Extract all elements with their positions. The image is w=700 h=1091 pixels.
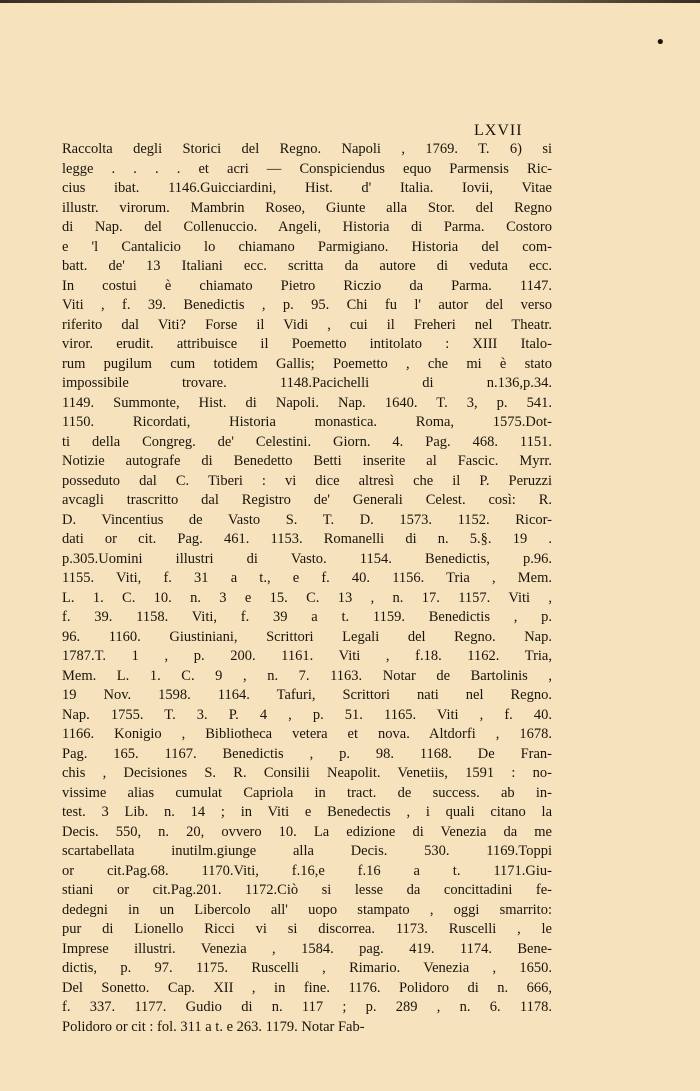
page-number: LXVII [474, 122, 523, 139]
text-line: vissime alias cumulat Capriola in tract. de success. ab in- [62, 784, 552, 801]
text-line: 1149. Summonte, Hist. di Napoli. Nap. 1640. T. 3, p. 541. [62, 394, 552, 411]
text-line: impossibile trovare. 1148.Pacichelli di n.136,p.34. [62, 375, 552, 391]
text-line: Mem. L. 1. C. 9 , n. 7. 1163. Notar de Bartolinis , [62, 667, 552, 684]
text-line: D. Vincentius de Vasto S. T. D. 1573. 1152. Ricor- [62, 511, 552, 528]
text-line: illustr. virorum. Mambrin Roseo, Giunte alla Stor. del Regno [62, 199, 552, 216]
text-line: f. 337. 1177. Gudio di n. 117 ; p. 289 , n. 6. 1178. [62, 999, 552, 1015]
text-line: Decis. 550, n. 20, ovvero 10. La edizione di Venezia da me [62, 823, 552, 840]
text-line: riferito dal Viti? Forse il Vidi , cui il Freheri nel Theatr. [62, 316, 552, 333]
text-line: L. 1. C. 10. n. 3 e 15. C. 13 , n. 17. 1157. Viti , [62, 589, 552, 606]
text-line: scartabellata inutilm.giunge alla Decis. 530. 1169.Toppi [62, 843, 552, 859]
text-line: rum pugilum cum totidem Gallis; Poemetto , che mi è stato [62, 355, 552, 372]
text-line: posseduto dal C. Tiberi : vi dice altresì che il P. Peruzzi [62, 472, 552, 489]
text-line: f. 39. 1158. Viti, f. 39 a t. 1159. Benedictis , p. [62, 609, 552, 625]
text-line: dedegni in un Libercolo all' uopo stampato , oggi smarrito: [62, 901, 552, 918]
text-line: di Nap. del Collenuccio. Angeli, Historia di Parma. Costoro [62, 219, 552, 235]
text-line: stiani or cit.Pag.201. 1172.Ciò si lesse da concittadini fe- [62, 882, 552, 898]
text-line: p.305.Uomini illustri di Vasto. 1154. Benedictis, p.96. [62, 550, 552, 567]
text-line: e 'l Cantalicio lo chiamano Parmigiano. Historia del com- [62, 238, 552, 255]
text-line: 1155. Viti, f. 31 a t., e f. 40. 1156. Tria , Mem. [62, 570, 552, 586]
text-line: dictis, p. 97. 1175. Ruscelli , Rimario. Venezia , 1650. [62, 960, 552, 976]
text-line: 1166. Konigio , Bibliotheca vetera et nova. Altdorfi , 1678. [62, 726, 552, 742]
text-line: or cit.Pag.68. 1170.Viti, f.16,e f.16 a t. 1171.Giu- [62, 862, 552, 879]
text-line: pur di Lionello Ricci vi si discorrea. 1173. Ruscelli , le [62, 921, 552, 937]
text-line: Polidoro or cit : fol. 311 a t. e 263. 1179. Notar Fab- [62, 1018, 365, 1035]
text-line: viror. erudit. attribuisce il Poemetto intitolato : XIII Italo- [62, 336, 552, 352]
text-line: Notizie autografe di Benedetto Betti inserite al Fascic. Myrr. [62, 453, 552, 469]
text-line: Nap. 1755. T. 3. P. 4 , p. 51. 1165. Viti , f. 40. [62, 706, 552, 723]
text-line: Pag. 165. 1167. Benedictis , p. 98. 1168. De Fran- [62, 745, 552, 762]
footnotes-text-block [62, 140, 552, 1037]
text-line: batt. de' 13 Italiani ecc. scritta da autore di veduta ecc. [62, 258, 552, 274]
text-line: dati or cit. Pag. 461. 1153. Romanelli di n. 5.§. 19 . [62, 531, 552, 547]
text-line: chis , Decisiones S. R. Consilii Neapolit. Venetiis, 1591 : no- [62, 765, 552, 781]
text-line: 1150. Ricordati, Historia monastica. Roma, 1575.Dot- [62, 414, 552, 430]
text-line: 1787.T. 1 , p. 200. 1161. Viti , f.18. 1162. Tria, [62, 648, 552, 664]
text-line: 96. 1160. Giustiniani, Scrittori Legali del Regno. Nap. [62, 628, 552, 645]
text-line: 19 Nov. 1598. 1164. Tafuri, Scrittori nati nel Regno. [62, 687, 552, 703]
text-line: legge . . . . et acri — Conspiciendus equo Parmensis Ric- [62, 160, 552, 177]
text-line: avcagli trascritto dal Registro de' Generali Celest. così: R. [62, 492, 552, 508]
text-line: Imprese illustri. Venezia , 1584. pag. 419. 1174. Bene- [62, 940, 552, 957]
text-line: Viti , f. 39. Benedictis , p. 95. Chi fu l' autor del verso [62, 297, 552, 313]
text-line: Raccolta degli Storici del Regno. Napoli , 1769. T. 6) si [62, 141, 552, 157]
ink-blot-mark: • [655, 32, 666, 53]
text-line: cius ibat. 1146.Guicciardini, Hist. d' Italia. Iovii, Vitae [62, 180, 552, 196]
text-line: ti della Congreg. de' Celestini. Giorn. 4. Pag. 468. 1151. [62, 433, 552, 450]
text-line: Del Sonetto. Cap. XII , in fine. 1176. Polidoro di n. 666, [62, 979, 552, 996]
text-line: test. 3 Lib. n. 14 ; in Viti e Benedectis , i quali citano la [62, 804, 552, 820]
text-line: In costui è chiamato Pietro Riczio da Parma. 1147. [62, 277, 552, 294]
top-border-rule [0, 0, 700, 3]
